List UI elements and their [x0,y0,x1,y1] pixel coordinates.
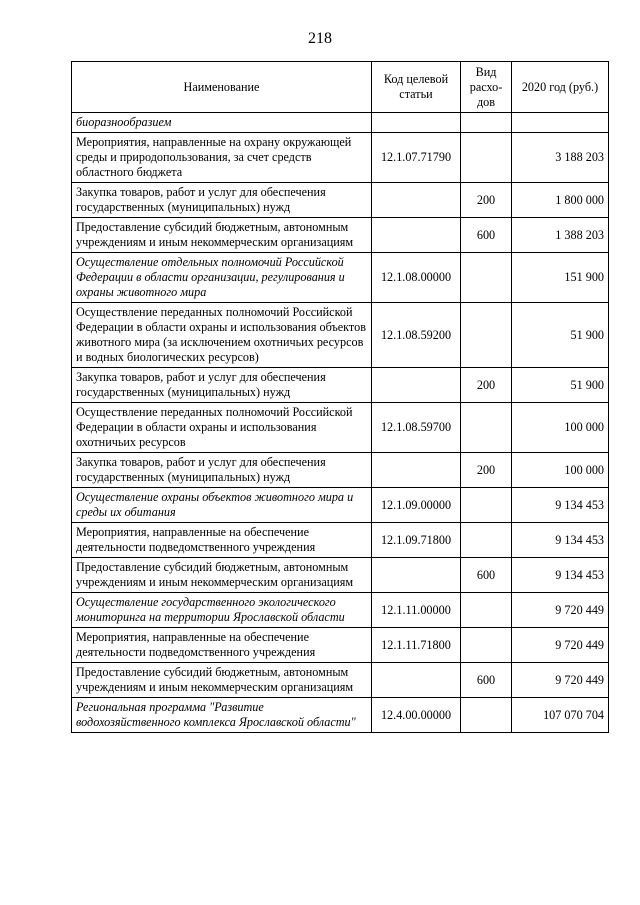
header-name: Наименование [72,62,372,113]
cell-code: 12.1.11.71800 [372,628,461,663]
cell-name: Мероприятия, направленные на обеспечение деятельности подведомственного учреждения [72,523,372,558]
cell-code [372,113,461,133]
cell-code [372,663,461,698]
cell-name: Региональная программа "Развитие водохозяйственного комплекса Ярославской области" [72,698,372,733]
cell-type: 600 [461,663,512,698]
table-row [72,183,609,218]
cell-type: 200 [461,368,512,403]
cell-code [372,183,461,218]
table-row [72,218,609,253]
cell-name: Осуществление переданных полномочий Российской Федерации в области охраны и использования охотничьих ресурсов [72,403,372,453]
budget-table [71,61,609,733]
cell-name: Предоставление субсидий бюджетным, автономным учреждениям и иным некоммерческим организациям [72,218,372,253]
table-row [72,628,609,663]
cell-sum: 107 070 704 [512,698,609,733]
cell-code [372,453,461,488]
cell-sum: 151 900 [512,253,609,303]
cell-type [461,593,512,628]
table-row [72,368,609,403]
cell-sum: 100 000 [512,453,609,488]
cell-type: 200 [461,183,512,218]
cell-type [461,133,512,183]
cell-type [461,253,512,303]
cell-sum: 9 720 449 [512,593,609,628]
cell-type [461,628,512,663]
table-row [72,523,609,558]
table-row [72,403,609,453]
cell-sum: 1 800 000 [512,183,609,218]
cell-code: 12.1.09.71800 [372,523,461,558]
cell-code: 12.4.00.00000 [372,698,461,733]
cell-code: 12.1.08.00000 [372,253,461,303]
cell-name: Осуществление переданных полномочий Российской Федерации в области охраны и использования объектов животного мира (за исключением охотничьих ресурсов и водных биологических ресурсов) [72,303,372,368]
cell-code [372,558,461,593]
cell-name: Закупка товаров, работ и услуг для обеспечения государственных (муниципальных) нужд [72,453,372,488]
cell-sum: 9 134 453 [512,523,609,558]
table-row [72,698,609,733]
cell-code: 12.1.08.59200 [372,303,461,368]
cell-code: 12.1.09.00000 [372,488,461,523]
cell-name: Предоставление субсидий бюджетным, автономным учреждениям и иным некоммерческим организациям [72,558,372,593]
table-row [72,303,609,368]
table-row [72,663,609,698]
page-number: 218 [308,30,332,47]
table-row [72,558,609,593]
header-type: Вид расхо-дов [461,62,512,113]
cell-name: Мероприятия, направленные на охрану окружающей среды и природопользования, за счет средств областного бюджета [72,133,372,183]
cell-sum: 9 720 449 [512,628,609,663]
table-row [72,113,609,133]
cell-type [461,523,512,558]
header-code: Код целевой статьи [372,62,461,113]
cell-type [461,698,512,733]
cell-type: 200 [461,453,512,488]
cell-sum: 100 000 [512,403,609,453]
cell-code: 12.1.11.00000 [372,593,461,628]
cell-sum: 9 720 449 [512,663,609,698]
cell-type: 600 [461,558,512,593]
table-row [72,488,609,523]
cell-sum: 9 134 453 [512,488,609,523]
cell-name: Осуществление охраны объектов животного мира и среды их обитания [72,488,372,523]
cell-name: Предоставление субсидий бюджетным, автономным учреждениям и иным некоммерческим организациям [72,663,372,698]
cell-sum: 51 900 [512,368,609,403]
cell-name: Мероприятия, направленные на обеспечение деятельности подведомственного учреждения [72,628,372,663]
cell-name: Осуществление отдельных полномочий Российской Федерации в области организации, регулирования и охраны животного мира [72,253,372,303]
cell-code: 12.1.08.59700 [372,403,461,453]
cell-name: биоразнообразием [72,113,372,133]
cell-name: Закупка товаров, работ и услуг для обеспечения государственных (муниципальных) нужд [72,183,372,218]
cell-type [461,488,512,523]
table-row [72,593,609,628]
cell-sum: 3 188 203 [512,133,609,183]
cell-type: 600 [461,218,512,253]
table-row [72,133,609,183]
cell-code [372,368,461,403]
cell-code [372,218,461,253]
cell-sum: 51 900 [512,303,609,368]
cell-sum: 9 134 453 [512,558,609,593]
header-sum: 2020 год (руб.) [512,62,609,113]
cell-sum: 1 388 203 [512,218,609,253]
cell-type [461,113,512,133]
cell-name: Закупка товаров, работ и услуг для обеспечения государственных (муниципальных) нужд [72,368,372,403]
table-body [72,113,609,733]
table-row [72,253,609,303]
table-row [72,453,609,488]
cell-code: 12.1.07.71790 [372,133,461,183]
cell-sum [512,113,609,133]
cell-type [461,403,512,453]
cell-name: Осуществление государственного экологического мониторинга на территории Ярославской области [72,593,372,628]
table-header-row [72,62,609,113]
cell-type [461,303,512,368]
